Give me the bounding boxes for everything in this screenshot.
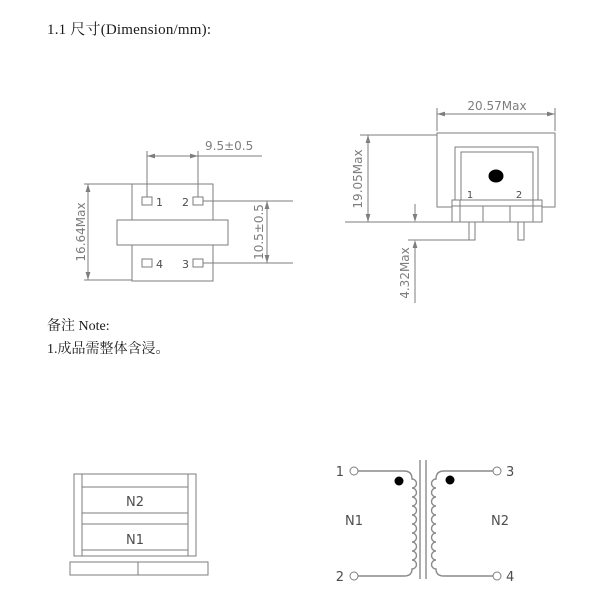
schematic-polarity-dot-secondary	[446, 476, 455, 485]
front-dim-height-text: 16.64Max	[74, 202, 88, 262]
schematic-terminal-4	[493, 572, 501, 580]
front-pin1-label: 1	[156, 196, 163, 209]
stack-n2-label: N2	[126, 495, 144, 510]
schematic-secondary-winding	[432, 471, 493, 576]
front-core-band	[117, 220, 228, 245]
transformer-schematic	[336, 460, 515, 585]
front-pin4-pad	[142, 259, 152, 267]
front-pin2-label: 2	[182, 196, 189, 209]
front-pin1-pad	[142, 197, 152, 205]
side-dim-pin-length-text: 4.32Max	[398, 247, 412, 299]
note-heading: 备注 Note:	[47, 319, 110, 334]
side-dim-width	[437, 99, 555, 131]
schematic-terminal-2	[350, 572, 358, 580]
side-pin2-label: 2	[515, 190, 523, 201]
schematic-pin3-label: 3	[506, 465, 515, 480]
side-pin1	[469, 222, 475, 240]
front-dim-pin-row-text: 10.5±0.5	[252, 204, 266, 260]
side-pin2	[518, 222, 524, 240]
side-dim-height	[345, 135, 452, 222]
side-pin1-label: 1	[466, 190, 474, 201]
note-item: 1.成品需整体含浸。	[47, 342, 170, 357]
schematic-terminal-3	[493, 467, 501, 475]
side-view	[345, 99, 555, 303]
schematic-pin2-label: 2	[335, 570, 344, 585]
front-pin4-label: 4	[156, 258, 163, 271]
schematic-pin1-label: 1	[335, 465, 344, 480]
side-base	[452, 200, 542, 222]
schematic-pin4-label: 4	[506, 570, 515, 585]
stack-n1-label: N1	[126, 533, 144, 548]
front-view	[74, 139, 293, 281]
schematic-n1-label: N1	[345, 514, 363, 529]
winding-cross-section	[70, 474, 208, 575]
page-title: 1.1 尺寸(Dimension/mm):	[47, 22, 212, 38]
schematic-n2-label: N2	[491, 514, 509, 529]
front-pin3-label: 3	[182, 258, 189, 271]
schematic-core-lines	[420, 460, 426, 579]
side-dim-width-text: 20.57Max	[467, 99, 527, 113]
front-pin2-pad	[193, 197, 203, 205]
schematic-terminal-1	[350, 467, 358, 475]
schematic-polarity-dot-primary	[395, 477, 404, 486]
stack-base	[70, 562, 208, 575]
side-center-hole-mark	[489, 170, 504, 183]
schematic-primary-winding	[358, 471, 417, 576]
front-pin3-pad	[193, 259, 203, 267]
front-dim-pin-pitch-text: 9.5±0.5	[205, 139, 254, 153]
side-dim-height-text: 19.05Max	[351, 149, 365, 209]
